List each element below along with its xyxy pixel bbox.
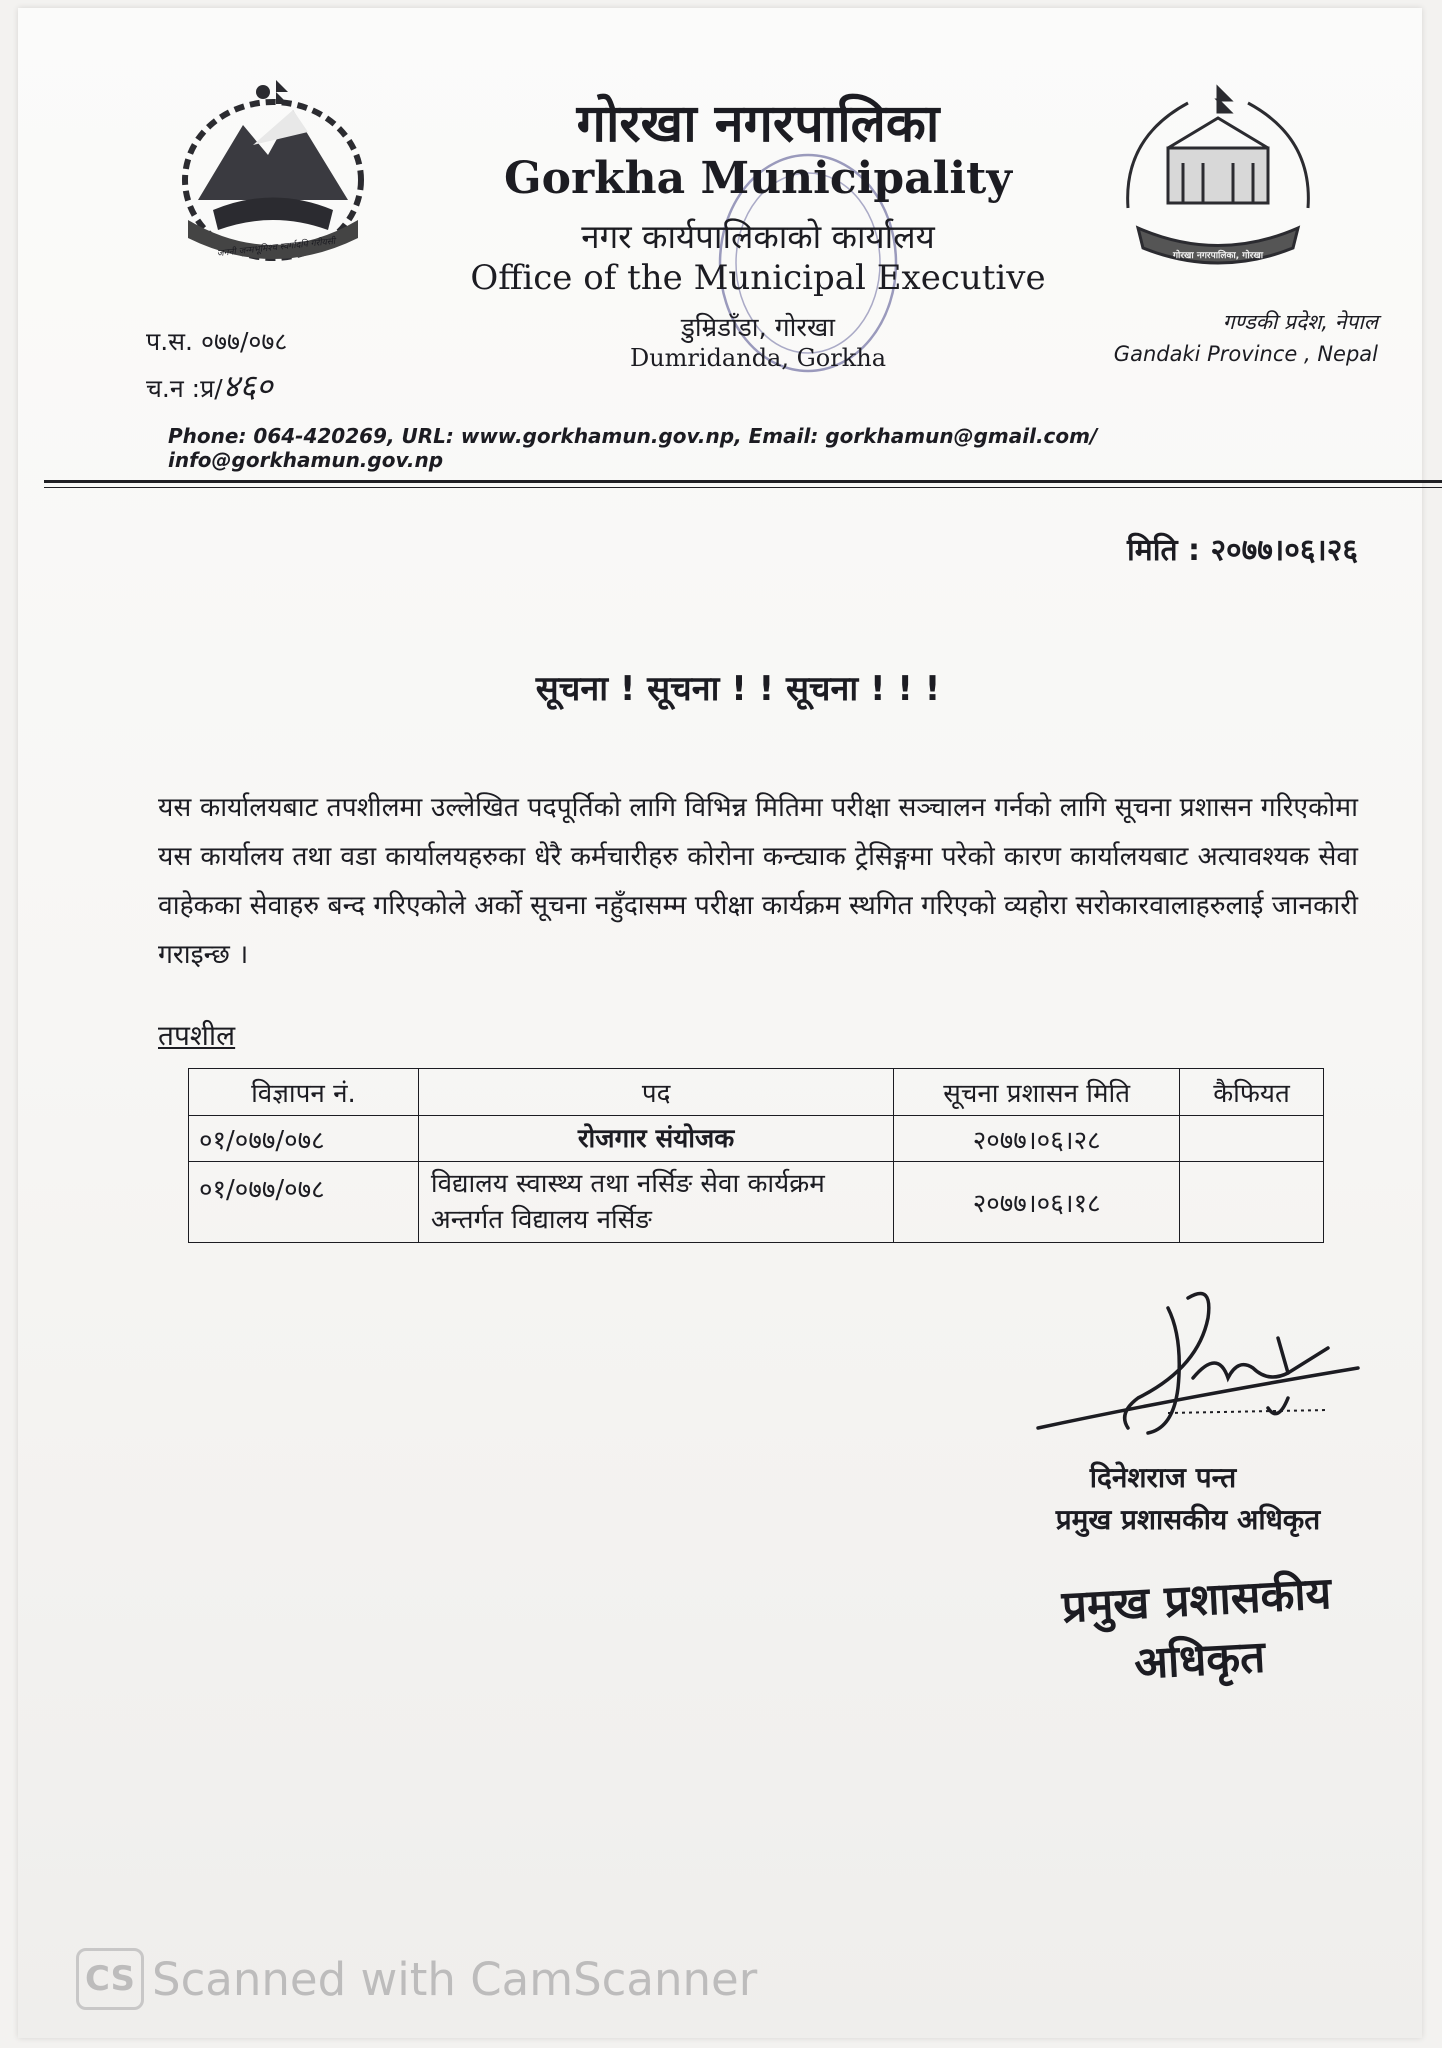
emblem-motto: जननी जन्मभूमिश्च स्वर्गादपि गरीयसी: [216, 236, 336, 260]
vacancy-table: [188, 1068, 1324, 1243]
contact-info: Phone: 064-420269, URL: www.gorkhamun.gov.np, Email: gorkhamun@gmail.com/ info@gorkhamun.gov.np: [168, 424, 1098, 472]
cell-notice-date: २०७७।०६।१८: [894, 1162, 1180, 1243]
notice-date: मिति : २०७७।०६।२६: [1126, 533, 1358, 568]
org-name-en: Gorkha Municipality: [504, 153, 1012, 204]
notice-page: [18, 8, 1422, 2038]
cell-ad-no: ०१/०७७/०७८: [189, 1162, 419, 1243]
office-name-en: Office of the Municipal Executive: [470, 258, 1046, 298]
camscanner-logo-icon: CS: [76, 1948, 144, 2010]
org-name-np: गोरखा नगरपालिका: [576, 94, 940, 154]
notice-body: यस कार्यालयबाट तपशीलमा उल्लेखित पदपूर्तिको लागि विभिन्न मितिमा परीक्षा सञ्चालन गर्नको लागि सूचना प्रशासन गरिएकोमा यस कार्यालय तथा वडा कार्यालयहरुका धेरै कर्मचारीहरु कोरोना कन्ट्याक ट्रेसिङ्गमा परेको कारण कार्यालयबाट अत्यावश्यक सेवा वाहेकका सेवाहरु बन्द गरिएकोले अर्को सूचना नहुँदासम्म परीक्षा कार्यक्रम स्थगित गरिएको व्यहोरा सरोकारवालाहरुलाई जानकारी गराइन्छ ।: [158, 792, 1358, 970]
cell-post: रोजगार संयोजक: [418, 1116, 893, 1162]
place-en: Dumridanda, Gorkha: [629, 344, 887, 372]
header-divider-thin: [44, 487, 1442, 488]
signatory-name: दिनेशराज पन्त: [1089, 1461, 1237, 1494]
province-np: गण्डकी प्रदेश, नेपाल: [1222, 310, 1378, 334]
cell-ad-no: ०१/०७७/०७८: [189, 1116, 419, 1162]
col-header-notice-date: सूचना प्रशासन मिति: [894, 1069, 1180, 1116]
dispatch-number: [146, 364, 273, 407]
title-stamp: प्रमुख प्रशासकीय अधिकृत: [1060, 1568, 1333, 1690]
col-header-remarks: कैफियत: [1180, 1069, 1324, 1116]
table-header-row: [189, 1069, 1324, 1116]
col-header-post: पद: [418, 1069, 893, 1116]
office-name-np: नगर कार्यपालिकाको कार्यालय: [581, 217, 935, 256]
col-header-ad-no: विज्ञापन नं.: [189, 1069, 419, 1116]
dispatch-label: च.न :प्र/: [146, 374, 223, 403]
details-label: तपशील: [158, 1019, 236, 1052]
cell-remarks: [1180, 1162, 1324, 1243]
cell-notice-date: २०७७।०६।२८: [894, 1116, 1180, 1162]
cell-remarks: [1180, 1116, 1324, 1162]
signature-icon: [1028, 1278, 1368, 1458]
table-row: [189, 1162, 1324, 1243]
municipality-logo-caption: गोरखा नगरपालिका, गोरखा: [1172, 251, 1264, 261]
header-divider: [44, 480, 1442, 483]
reference-number: प.स. ०७७/०७८: [146, 327, 288, 356]
province-en: Gandaki Province , Nepal: [1113, 342, 1378, 366]
notice-heading: सूचना ! सूचना ! ! सूचना ! ! !: [535, 669, 941, 709]
cell-post: विद्यालय स्वास्थ्य तथा नर्सिङ सेवा कार्यक्रम अन्तर्गत विद्यालय नर्सिङ: [418, 1162, 893, 1243]
watermark-text: Scanned with CamScanner: [152, 1952, 758, 2006]
camscanner-watermark: [76, 1948, 757, 2010]
signatory-title: प्रमुख प्रशासकीय अधिकृत: [1055, 1503, 1321, 1536]
place-np: डुम्रिडाँडा, गोरखा: [680, 313, 836, 343]
table-row: [189, 1116, 1324, 1162]
dispatch-value: ४६०: [222, 367, 273, 405]
